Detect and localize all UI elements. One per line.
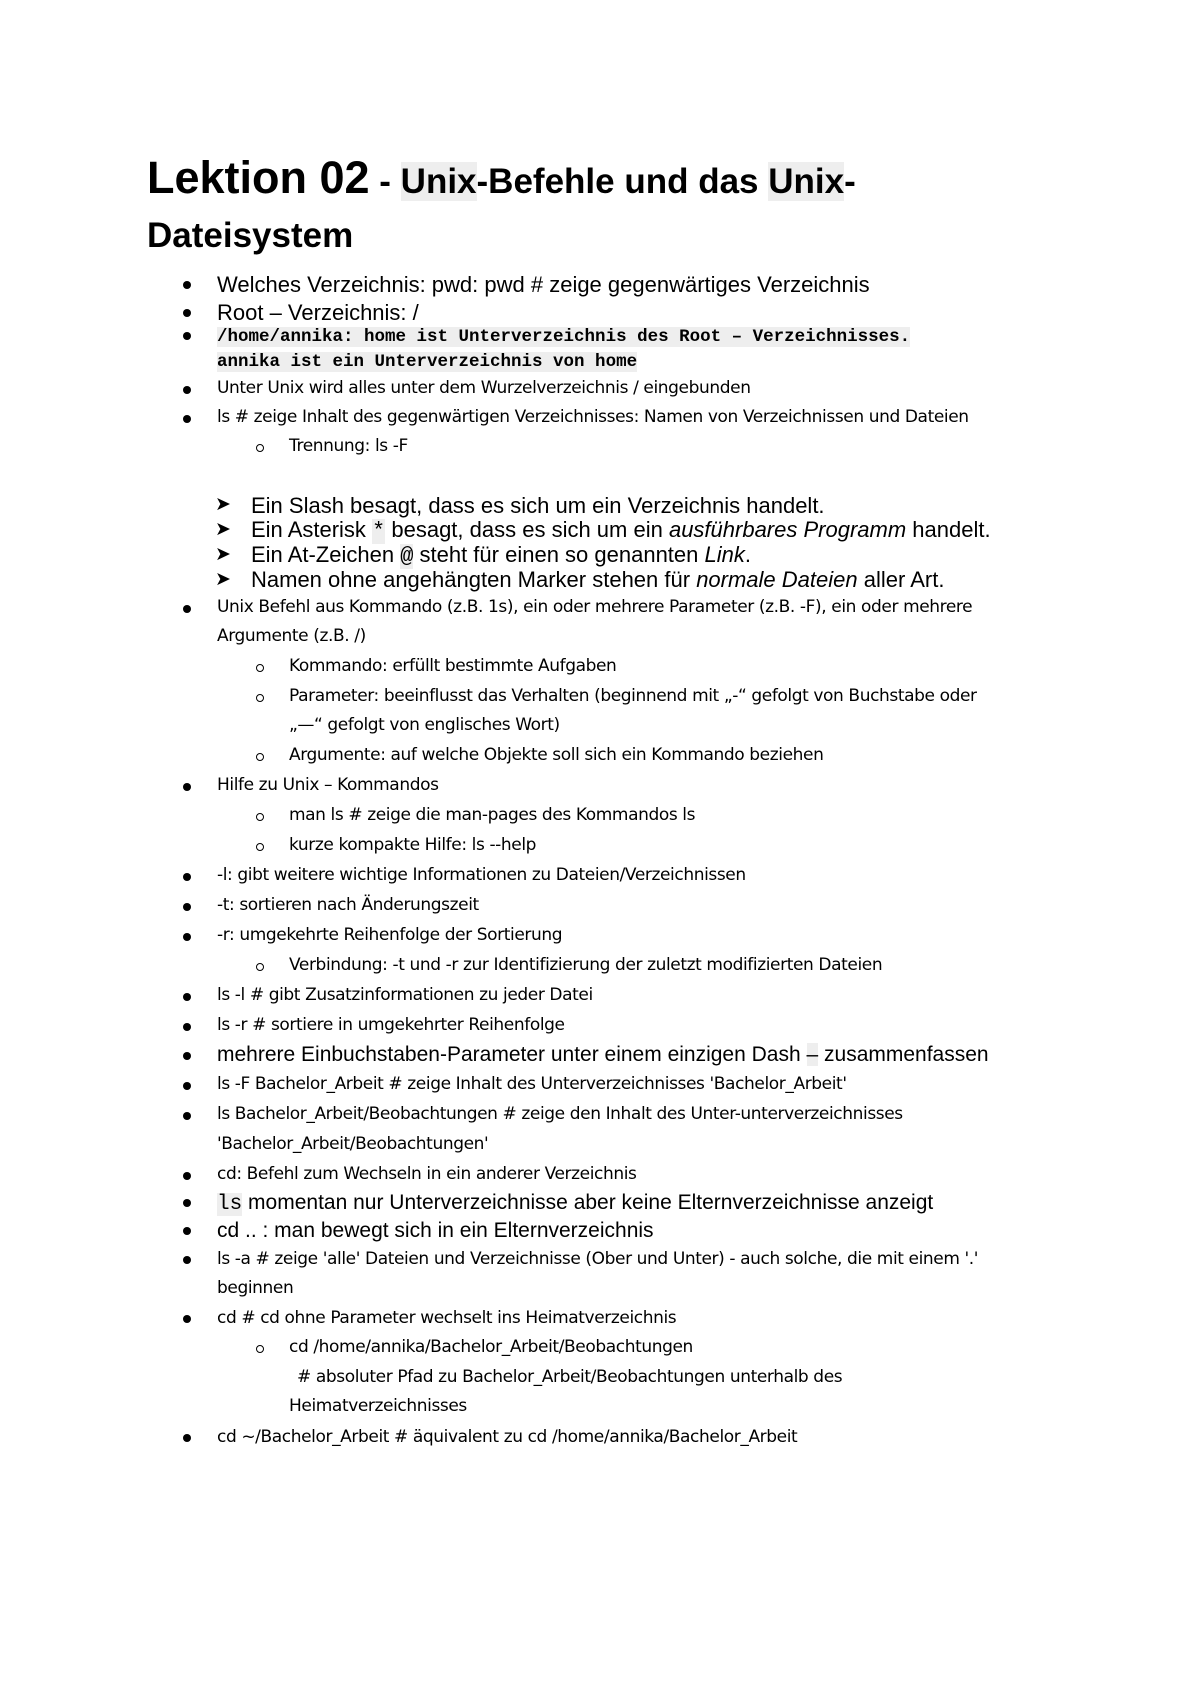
arrow-bullet-icon: ➤ (215, 543, 231, 565)
arrow-bullet-icon: ➤ (215, 518, 231, 540)
list-item: -t: sortieren nach Änderungszeit (217, 895, 479, 915)
sub-bullet-icon (256, 753, 264, 761)
bullet-icon (183, 1315, 191, 1323)
sub-bullet-icon (256, 444, 264, 452)
list-item: ls # zeige Inhalt des gegenwärtigen Verzeichnisses: Namen von Verzeichnissen und Dateien (217, 407, 969, 427)
arrow-list-item: Ein At-Zeichen @ steht für einen so genannten Link. (251, 542, 751, 569)
sub-bullet-icon (256, 843, 264, 851)
list-item: cd ~/Bachelor_Arbeit # äquivalent zu cd /home/annika/Bachelor_Arbeit (217, 1427, 798, 1447)
sub-list-item: Kommando: erfüllt bestimmte Aufgaben (289, 656, 617, 676)
sub-bullet-icon (256, 694, 264, 702)
bullet-icon (183, 993, 191, 1001)
bullet-icon (183, 605, 191, 613)
bullet-icon (183, 386, 191, 394)
list-item: ls -l # gibt Zusatzinformationen zu jeder Datei (217, 985, 593, 1005)
bullet-icon (183, 1172, 191, 1180)
bullet-icon (183, 903, 191, 911)
list-item-continuation: beginnen (217, 1278, 294, 1298)
bullet-icon (183, 309, 191, 317)
bullet-icon (183, 1112, 191, 1120)
bullet-icon (183, 281, 191, 289)
list-item: cd: Befehl zum Wechseln in ein anderer Verzeichnis (217, 1164, 637, 1184)
list-item: Hilfe zu Unix – Kommandos (217, 775, 439, 795)
bullet-icon (183, 1256, 191, 1264)
list-item: /home/annika: home ist Unterverzeichnis des Root – Verzeichnisses. (217, 327, 911, 347)
sub-list-item-continuation: Heimatverzeichnisses (289, 1396, 467, 1416)
sub-list-item-continuation: # absoluter Pfad zu Bachelor_Arbeit/Beobachtungen unterhalb des (297, 1367, 843, 1387)
sub-bullet-icon (256, 813, 264, 821)
arrow-list-item: Ein Asterisk * besagt, dass es sich um ein ausführbares Programm handelt. (251, 517, 991, 544)
list-item-continuation: 'Bachelor_Arbeit/Beobachtungen' (217, 1134, 489, 1154)
sub-bullet-icon (256, 963, 264, 971)
arrow-list-item: Ein Slash besagt, dass es sich um ein Verzeichnis handelt. (251, 493, 825, 518)
list-item: Unter Unix wird alles unter dem Wurzelverzeichnis / eingebunden (217, 378, 751, 398)
list-item: ls -F Bachelor_Arbeit # zeige Inhalt des Unterverzeichnisses 'Bachelor_Arbeit' (217, 1074, 847, 1094)
bullet-icon (183, 1199, 191, 1207)
list-item: mehrere Einbuchstaben-Parameter unter einem einzigen Dash – zusammenfassen (217, 1043, 989, 1066)
sub-list-item-continuation: „—“ gefolgt von englisches Wort) (289, 715, 560, 735)
bullet-icon (183, 332, 191, 340)
sub-bullet-icon (256, 1345, 264, 1353)
list-item: ls -r # sortiere in umgekehrter Reihenfolge (217, 1015, 565, 1035)
bullet-icon (183, 415, 191, 423)
arrow-bullet-icon: ➤ (215, 493, 231, 515)
arrow-bullet-icon: ➤ (215, 568, 231, 590)
bullet-icon (183, 873, 191, 881)
bullet-icon (183, 1227, 191, 1235)
bullet-icon (183, 1023, 191, 1031)
list-item-continuation: Argumente (z.B. /) (217, 626, 366, 646)
list-item: Welches Verzeichnis: pwd: pwd # zeige gegenwärtiges Verzeichnis (217, 272, 870, 297)
list-item: -r: umgekehrte Reihenfolge der Sortierung (217, 925, 563, 945)
sub-list-item: Parameter: beeinflusst das Verhalten (beginnend mit „-“ gefolgt von Buchstabe oder (289, 686, 977, 706)
list-item: ls Bachelor_Arbeit/Beobachtungen # zeige den Inhalt des Unter-unterverzeichnisses (217, 1104, 903, 1124)
sub-list-item: Verbindung: -t und -r zur Identifizierung der zuletzt modifizierten Dateien (289, 955, 883, 975)
list-item: cd # cd ohne Parameter wechselt ins Heimatverzeichnis (217, 1308, 677, 1328)
bullet-icon (183, 933, 191, 941)
sub-bullet-icon (256, 664, 264, 672)
sub-list-item: Argumente: auf welche Objekte soll sich ein Kommando beziehen (289, 745, 824, 765)
list-item: ls -a # zeige 'alle' Dateien und Verzeichnisse (Ober und Unter) - auch solche, die mit einem '.' (217, 1249, 979, 1269)
sub-list-item: Trennung: ls -F (289, 436, 408, 456)
bullet-icon (183, 783, 191, 791)
list-item-continuation: annika ist ein Unterverzeichnis von home (217, 352, 638, 372)
sub-list-item: kurze kompakte Hilfe: ls --help (289, 835, 537, 855)
bullet-icon (183, 1052, 191, 1060)
arrow-list-item: Namen ohne angehängten Marker stehen für normale Dateien aller Art. (251, 567, 945, 592)
list-item: ls momentan nur Unterverzeichnisse aber keine Elternverzeichnisse anzeigt (217, 1191, 934, 1216)
sub-list-item: cd /home/annika/Bachelor_Arbeit/Beobachtungen (289, 1337, 693, 1357)
page-title: Lektion 02 - Unix-Befehle und das Unix- Dateisystem (147, 152, 856, 255)
list-item: Unix Befehl aus Kommando (z.B. 1s), ein oder mehrere Parameter (z.B. -F), ein oder mehrere (217, 597, 973, 617)
list-item: -l: gibt weitere wichtige Informationen zu Dateien/Verzeichnissen (217, 865, 746, 885)
bullet-icon (183, 1434, 191, 1442)
list-item: cd .. : man bewegt sich in ein Elternverzeichnis (217, 1219, 654, 1242)
bullet-icon (183, 1082, 191, 1090)
sub-list-item: man ls # zeige die man-pages des Kommandos ls (289, 805, 696, 825)
list-item: Root – Verzeichnis: / (217, 300, 419, 325)
